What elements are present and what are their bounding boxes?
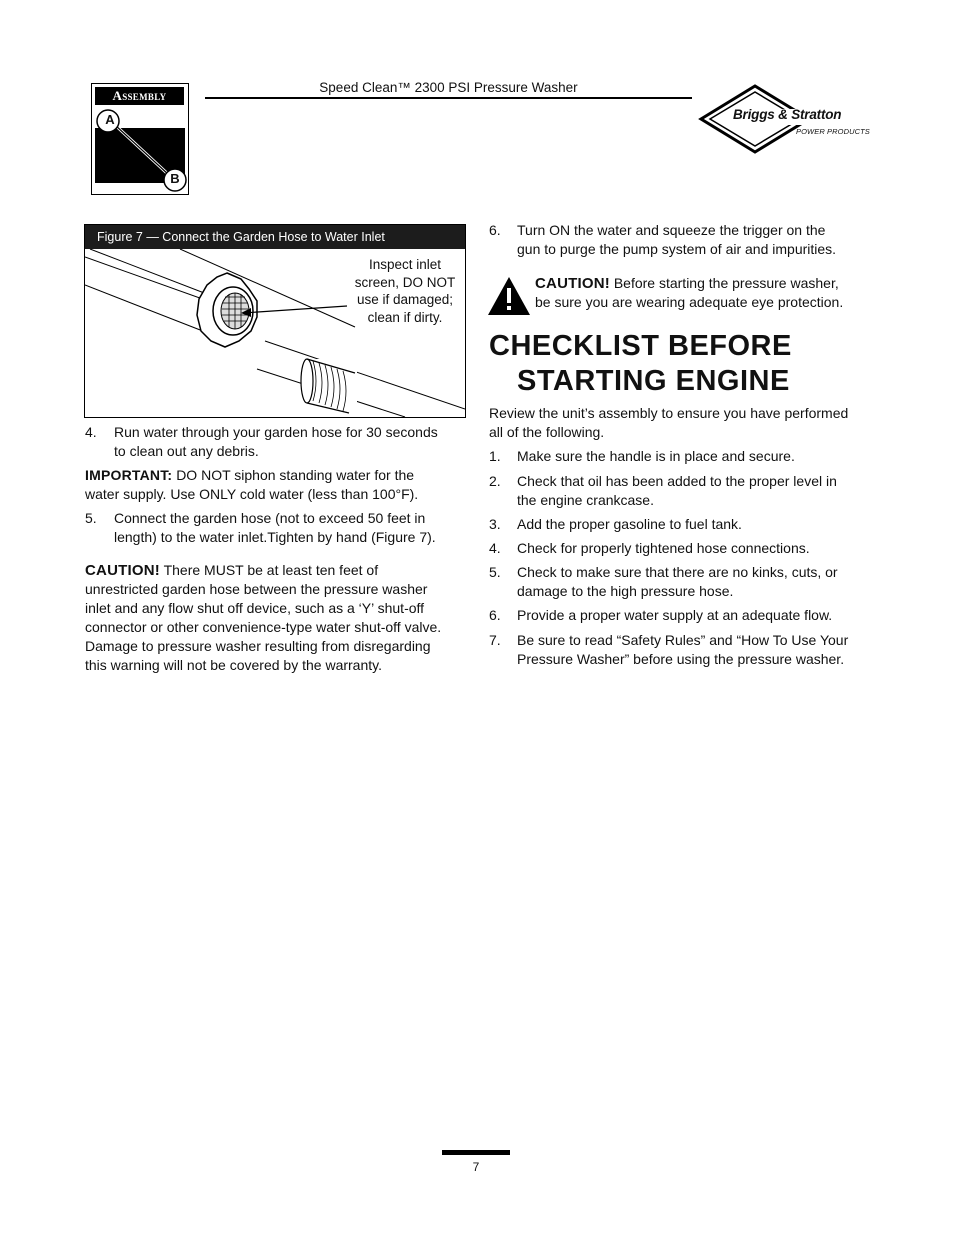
- item-line: Add the proper gasoline to fuel tank.: [517, 516, 742, 532]
- checklist-item: [489, 606, 869, 625]
- item-line: Pressure Washer” before using the pressure washer.: [517, 651, 845, 667]
- item-line: Check that oil has been added to the proper level in: [517, 473, 837, 489]
- callout-line: use if damaged;: [356, 292, 454, 307]
- caution-text: unrestricted garden hose between the pressure washer: [85, 581, 428, 597]
- item-number: 5.: [489, 564, 501, 580]
- checklist-item: [489, 515, 869, 534]
- caution-text: this warning will not be covered by the warranty.: [85, 657, 382, 673]
- step-6: [489, 221, 869, 259]
- item-line: Provide a proper water supply at an adequate flow.: [517, 607, 833, 623]
- important-note: [85, 466, 465, 504]
- checklist-heading: [489, 329, 792, 399]
- caution-text: be sure you are wearing adequate eye protection.: [535, 294, 844, 310]
- important-text: water supply. Use ONLY cold water (less than 100°F).: [85, 486, 419, 502]
- item-line: the engine crankcase.: [517, 492, 654, 508]
- item-number: 6.: [489, 607, 501, 623]
- caution-text: There MUST be at least ten feet of: [163, 562, 379, 578]
- heading-line: STARTING ENGINE: [517, 365, 790, 397]
- caution-text: Damage to pressure washer resulting from disregarding: [85, 638, 431, 654]
- item-line: Be sure to read “Safety Rules” and “How To Use Your: [517, 632, 849, 648]
- important-label: IMPORTANT:: [85, 467, 173, 483]
- caution-text: Before starting the pressure washer,: [613, 275, 839, 291]
- item-number: 4.: [489, 540, 501, 556]
- header-rule: [205, 97, 692, 99]
- caution-label: CAUTION!: [535, 275, 610, 292]
- caution-label: CAUTION!: [85, 562, 160, 579]
- caution-eye-protection: [535, 274, 875, 312]
- logo-name: Briggs & Stratton: [733, 107, 842, 122]
- figure-7: [84, 224, 466, 418]
- figure-callout: [347, 256, 463, 326]
- checklist-item: [489, 539, 869, 558]
- brand-logo: [697, 84, 869, 154]
- checklist-item: [489, 472, 869, 510]
- step-number: 5.: [85, 510, 97, 526]
- section-label: Assembly: [95, 87, 184, 105]
- figure-caption: Figure 7 — Connect the Garden Hose to Water Inlet: [85, 225, 465, 249]
- step-line: to clean out any debris.: [114, 443, 259, 459]
- heading-line: CHECKLIST BEFORE: [489, 330, 792, 362]
- caution-text: inlet and any flow shut off device, such as a ‘Y’ shut-off: [85, 600, 425, 616]
- step-line: Connect the garden hose (not to exceed 50 feet in: [114, 510, 426, 526]
- step-4: [85, 423, 465, 461]
- intro-line: Review the unit’s assembly to ensure you have performed: [489, 405, 849, 421]
- callout-line: clean if dirty.: [367, 309, 443, 325]
- item-line: Check for properly tightened hose connections.: [517, 540, 810, 556]
- logo-sub: POWER PRODUCTS: [796, 127, 870, 136]
- step-line: gun to purge the pump system of air and impurities.: [517, 241, 837, 257]
- item-line: Check to make sure that there are no kinks, cuts, or: [517, 564, 838, 580]
- page-number-bar: [442, 1150, 510, 1155]
- item-line: damage to the high pressure hose.: [517, 583, 734, 599]
- warning-triangle-icon: [487, 275, 531, 317]
- callout-line: screen, DO NOT: [354, 274, 456, 290]
- important-text: DO NOT siphon standing water for the: [176, 467, 415, 483]
- step-5: [85, 509, 465, 547]
- item-number: 3.: [489, 516, 501, 532]
- item-number: 1.: [489, 448, 501, 464]
- caution-hose: [85, 561, 470, 675]
- step-line: Run water through your garden hose for 30 seconds: [114, 424, 438, 440]
- step-number: 6.: [489, 222, 501, 238]
- item-number: 2.: [489, 473, 501, 489]
- marker-a: A: [105, 112, 115, 127]
- page-number: 7: [472, 1160, 480, 1174]
- marker-b: B: [170, 171, 180, 186]
- step-line: length) to the water inlet.Tighten by hand (Figure 7).: [114, 529, 436, 545]
- item-line: Make sure the handle is in place and secure.: [517, 448, 795, 464]
- step-line: Turn ON the water and squeeze the trigger on the: [517, 222, 826, 238]
- caution-text: connector or other convenience-type water shut-off valve.: [85, 619, 442, 635]
- intro-line: all of the following.: [489, 424, 605, 440]
- checklist-intro: [489, 404, 869, 442]
- checklist-item: [489, 447, 869, 466]
- assembly-section-badge: [91, 83, 189, 195]
- checklist-item: [489, 563, 869, 601]
- checklist-item: [489, 631, 869, 669]
- step-number: 4.: [85, 424, 97, 440]
- callout-line: Inspect inlet: [368, 257, 442, 272]
- item-number: 7.: [489, 632, 501, 648]
- document-title: Speed Clean™ 2300 PSI Pressure Washer: [319, 80, 578, 95]
